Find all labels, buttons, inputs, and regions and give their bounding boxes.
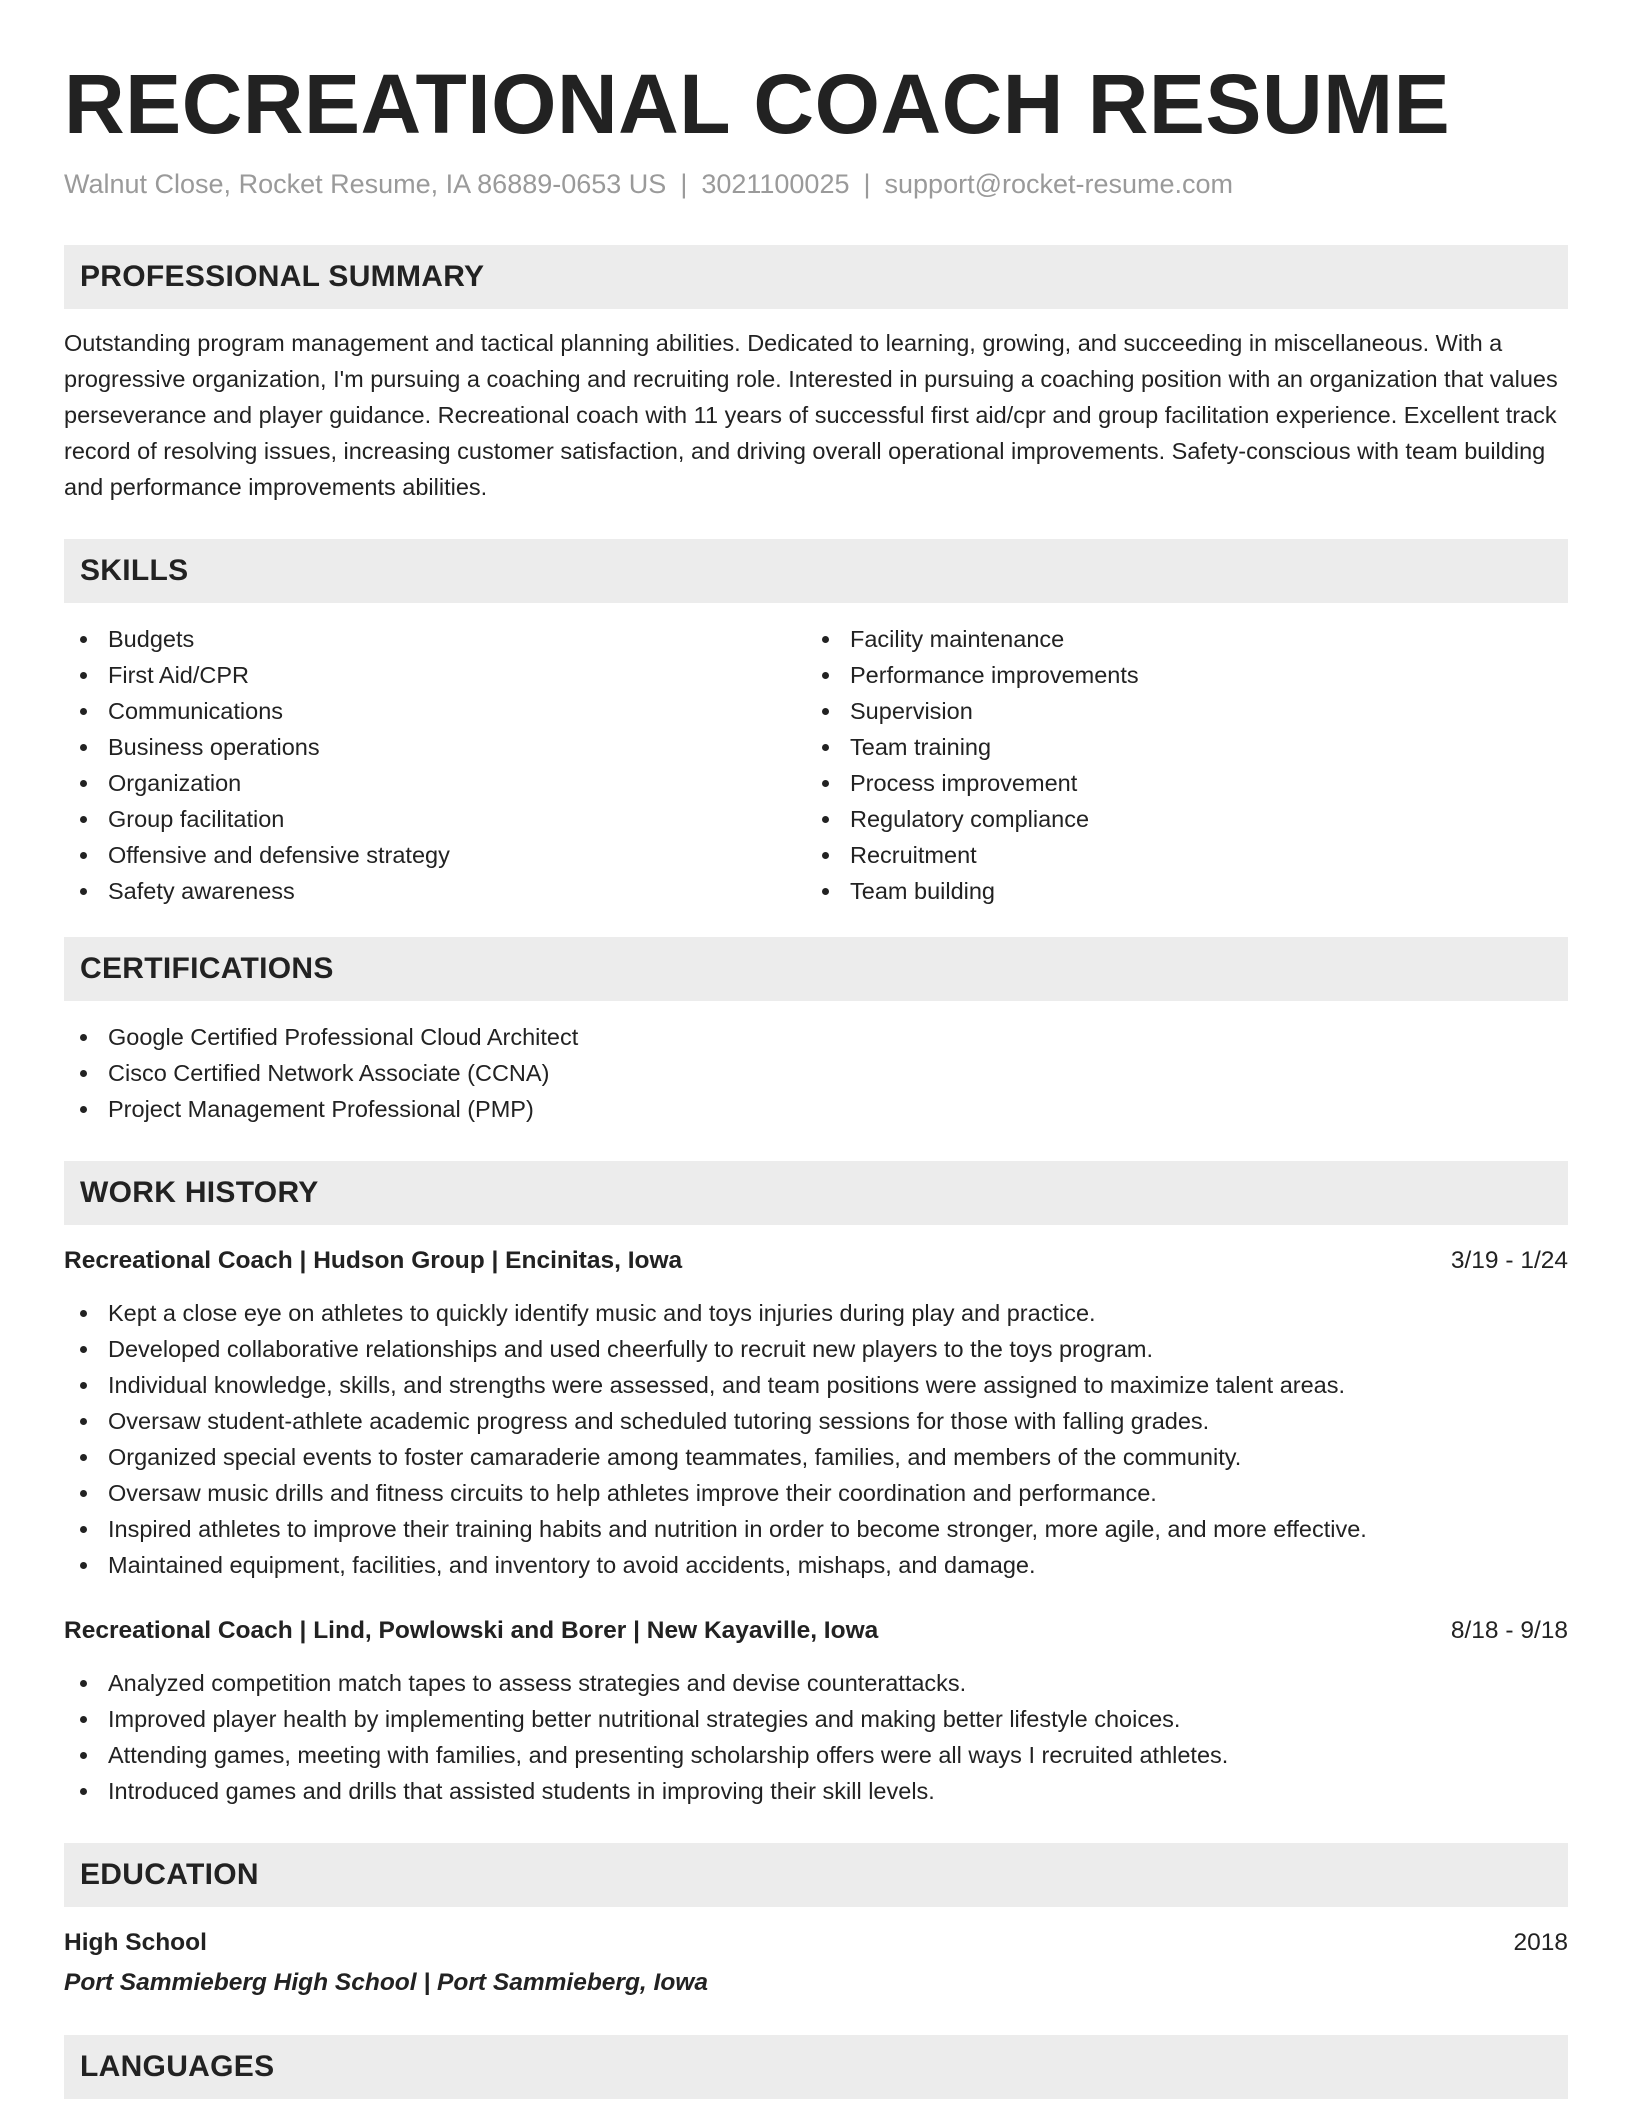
job-title: Recreational Coach | Lind, Powlowski and Borer | New Kayaville, Iowa bbox=[64, 1616, 879, 1644]
job-bullet: Attending games, meeting with families, and presenting scholarship offers were all ways I recruited athletes. bbox=[64, 1737, 1568, 1773]
skills-grid bbox=[64, 621, 1568, 909]
education-entry bbox=[64, 1925, 1568, 2001]
contact-separator: | bbox=[680, 169, 688, 200]
education-degree: High School bbox=[64, 1928, 207, 1956]
job-bullet: Organized special events to foster camaraderie among teammates, families, and members of the community. bbox=[64, 1439, 1568, 1475]
section-heading-certifications: CERTIFICATIONS bbox=[64, 937, 1568, 1001]
job-bullet: Inspired athletes to improve their training habits and nutrition in order to become stronger, more agile, and more effective. bbox=[64, 1511, 1568, 1547]
contact-email: support@rocket-resume.com bbox=[884, 169, 1234, 200]
job-entry bbox=[64, 1243, 1568, 1583]
job-bullet: Improved player health by implementing better nutritional strategies and making better lifestyle choices. bbox=[64, 1701, 1568, 1737]
skills-list-left bbox=[64, 621, 806, 909]
job-header bbox=[64, 1243, 1568, 1279]
job-bullet: Individual knowledge, skills, and strengths were assessed, and team positions were assigned to maximize talent areas. bbox=[64, 1367, 1568, 1403]
section-heading-work-history: WORK HISTORY bbox=[64, 1161, 1568, 1225]
skill-item: Group facilitation bbox=[64, 801, 806, 837]
job-dates: 8/18 - 9/18 bbox=[1450, 1616, 1568, 1644]
skill-item: Facility maintenance bbox=[806, 621, 1548, 657]
job-bullet: Maintained equipment, facilities, and inventory to avoid accidents, mishaps, and damage. bbox=[64, 1547, 1568, 1583]
job-header bbox=[64, 1613, 1568, 1649]
job-bullet: Oversaw music drills and fitness circuits to help athletes improve their coordination and performance. bbox=[64, 1475, 1568, 1511]
certification-item: Google Certified Professional Cloud Architect bbox=[64, 1019, 1568, 1055]
job-bullet: Developed collaborative relationships and used cheerfully to recruit new players to the toys program. bbox=[64, 1331, 1568, 1367]
job-entry bbox=[64, 1613, 1568, 1809]
contact-separator: | bbox=[863, 169, 871, 200]
skill-item: Safety awareness bbox=[64, 873, 806, 909]
skill-item: Offensive and defensive strategy bbox=[64, 837, 806, 873]
job-bullets bbox=[64, 1665, 1568, 1809]
skill-item: Business operations bbox=[64, 729, 806, 765]
job-title: Recreational Coach | Hudson Group | Encinitas, Iowa bbox=[64, 1246, 683, 1274]
skill-item: First Aid/CPR bbox=[64, 657, 806, 693]
education-school: Port Sammieberg High School | Port Sammieberg, Iowa bbox=[64, 1968, 708, 1996]
section-heading-languages: LANGUAGES bbox=[64, 2035, 1568, 2099]
certification-item: Cisco Certified Network Associate (CCNA) bbox=[64, 1055, 1568, 1091]
skill-item: Recruitment bbox=[806, 837, 1548, 873]
skill-item: Organization bbox=[64, 765, 806, 801]
job-dates: 3/19 - 1/24 bbox=[1450, 1246, 1568, 1274]
skill-item: Budgets bbox=[64, 621, 806, 657]
section-heading-summary: PROFESSIONAL SUMMARY bbox=[64, 245, 1568, 309]
job-bullet: Kept a close eye on athletes to quickly identify music and toys injuries during play and practice. bbox=[64, 1295, 1568, 1331]
resume-title: RECREATIONAL COACH RESUME bbox=[64, 57, 1451, 151]
summary-text: Outstanding program management and tactical planning abilities. Dedicated to learning, growing, and succeeding in miscellaneous. With a progressive organization, I'm pursuing a coaching and recruiting role. Interested in pursuing a coaching position with an organization that values perseverance and player guidance. Recreational coach with 11 years of successful first aid/cpr and group facilitation experience. Excellent track record of resolving issues, increasing customer satisfaction, and driving overall operational improvements. Safety-conscious with team building and performance improvements abilities. bbox=[64, 329, 1558, 500]
contact-phone: 3021100025 bbox=[701, 169, 850, 200]
skill-item: Team building bbox=[806, 873, 1548, 909]
education-year: 2018 bbox=[1513, 1928, 1568, 1956]
skill-item: Performance improvements bbox=[806, 657, 1548, 693]
job-bullet: Analyzed competition match tapes to assess strategies and devise counterattacks. bbox=[64, 1665, 1568, 1701]
skill-item: Team training bbox=[806, 729, 1548, 765]
certifications-list bbox=[64, 1019, 1568, 1127]
contact-line bbox=[64, 168, 1568, 200]
section-heading-education: EDUCATION bbox=[64, 1843, 1568, 1907]
skill-item: Supervision bbox=[806, 693, 1548, 729]
skills-column-left bbox=[64, 621, 806, 909]
skill-item: Communications bbox=[64, 693, 806, 729]
section-heading-skills: SKILLS bbox=[64, 539, 1568, 603]
job-bullet: Introduced games and drills that assisted students in improving their skill levels. bbox=[64, 1773, 1568, 1809]
contact-address: Walnut Close, Rocket Resume, IA 86889-0653 US bbox=[64, 169, 667, 200]
skills-column-right bbox=[806, 621, 1548, 909]
skill-item: Process improvement bbox=[806, 765, 1548, 801]
job-bullet: Oversaw student-athlete academic progress and scheduled tutoring sessions for those with falling grades. bbox=[64, 1403, 1568, 1439]
job-bullets bbox=[64, 1295, 1568, 1583]
skills-list-right bbox=[806, 621, 1548, 909]
certification-item: Project Management Professional (PMP) bbox=[64, 1091, 1568, 1127]
education-header bbox=[64, 1925, 1568, 1961]
skill-item: Regulatory compliance bbox=[806, 801, 1548, 837]
